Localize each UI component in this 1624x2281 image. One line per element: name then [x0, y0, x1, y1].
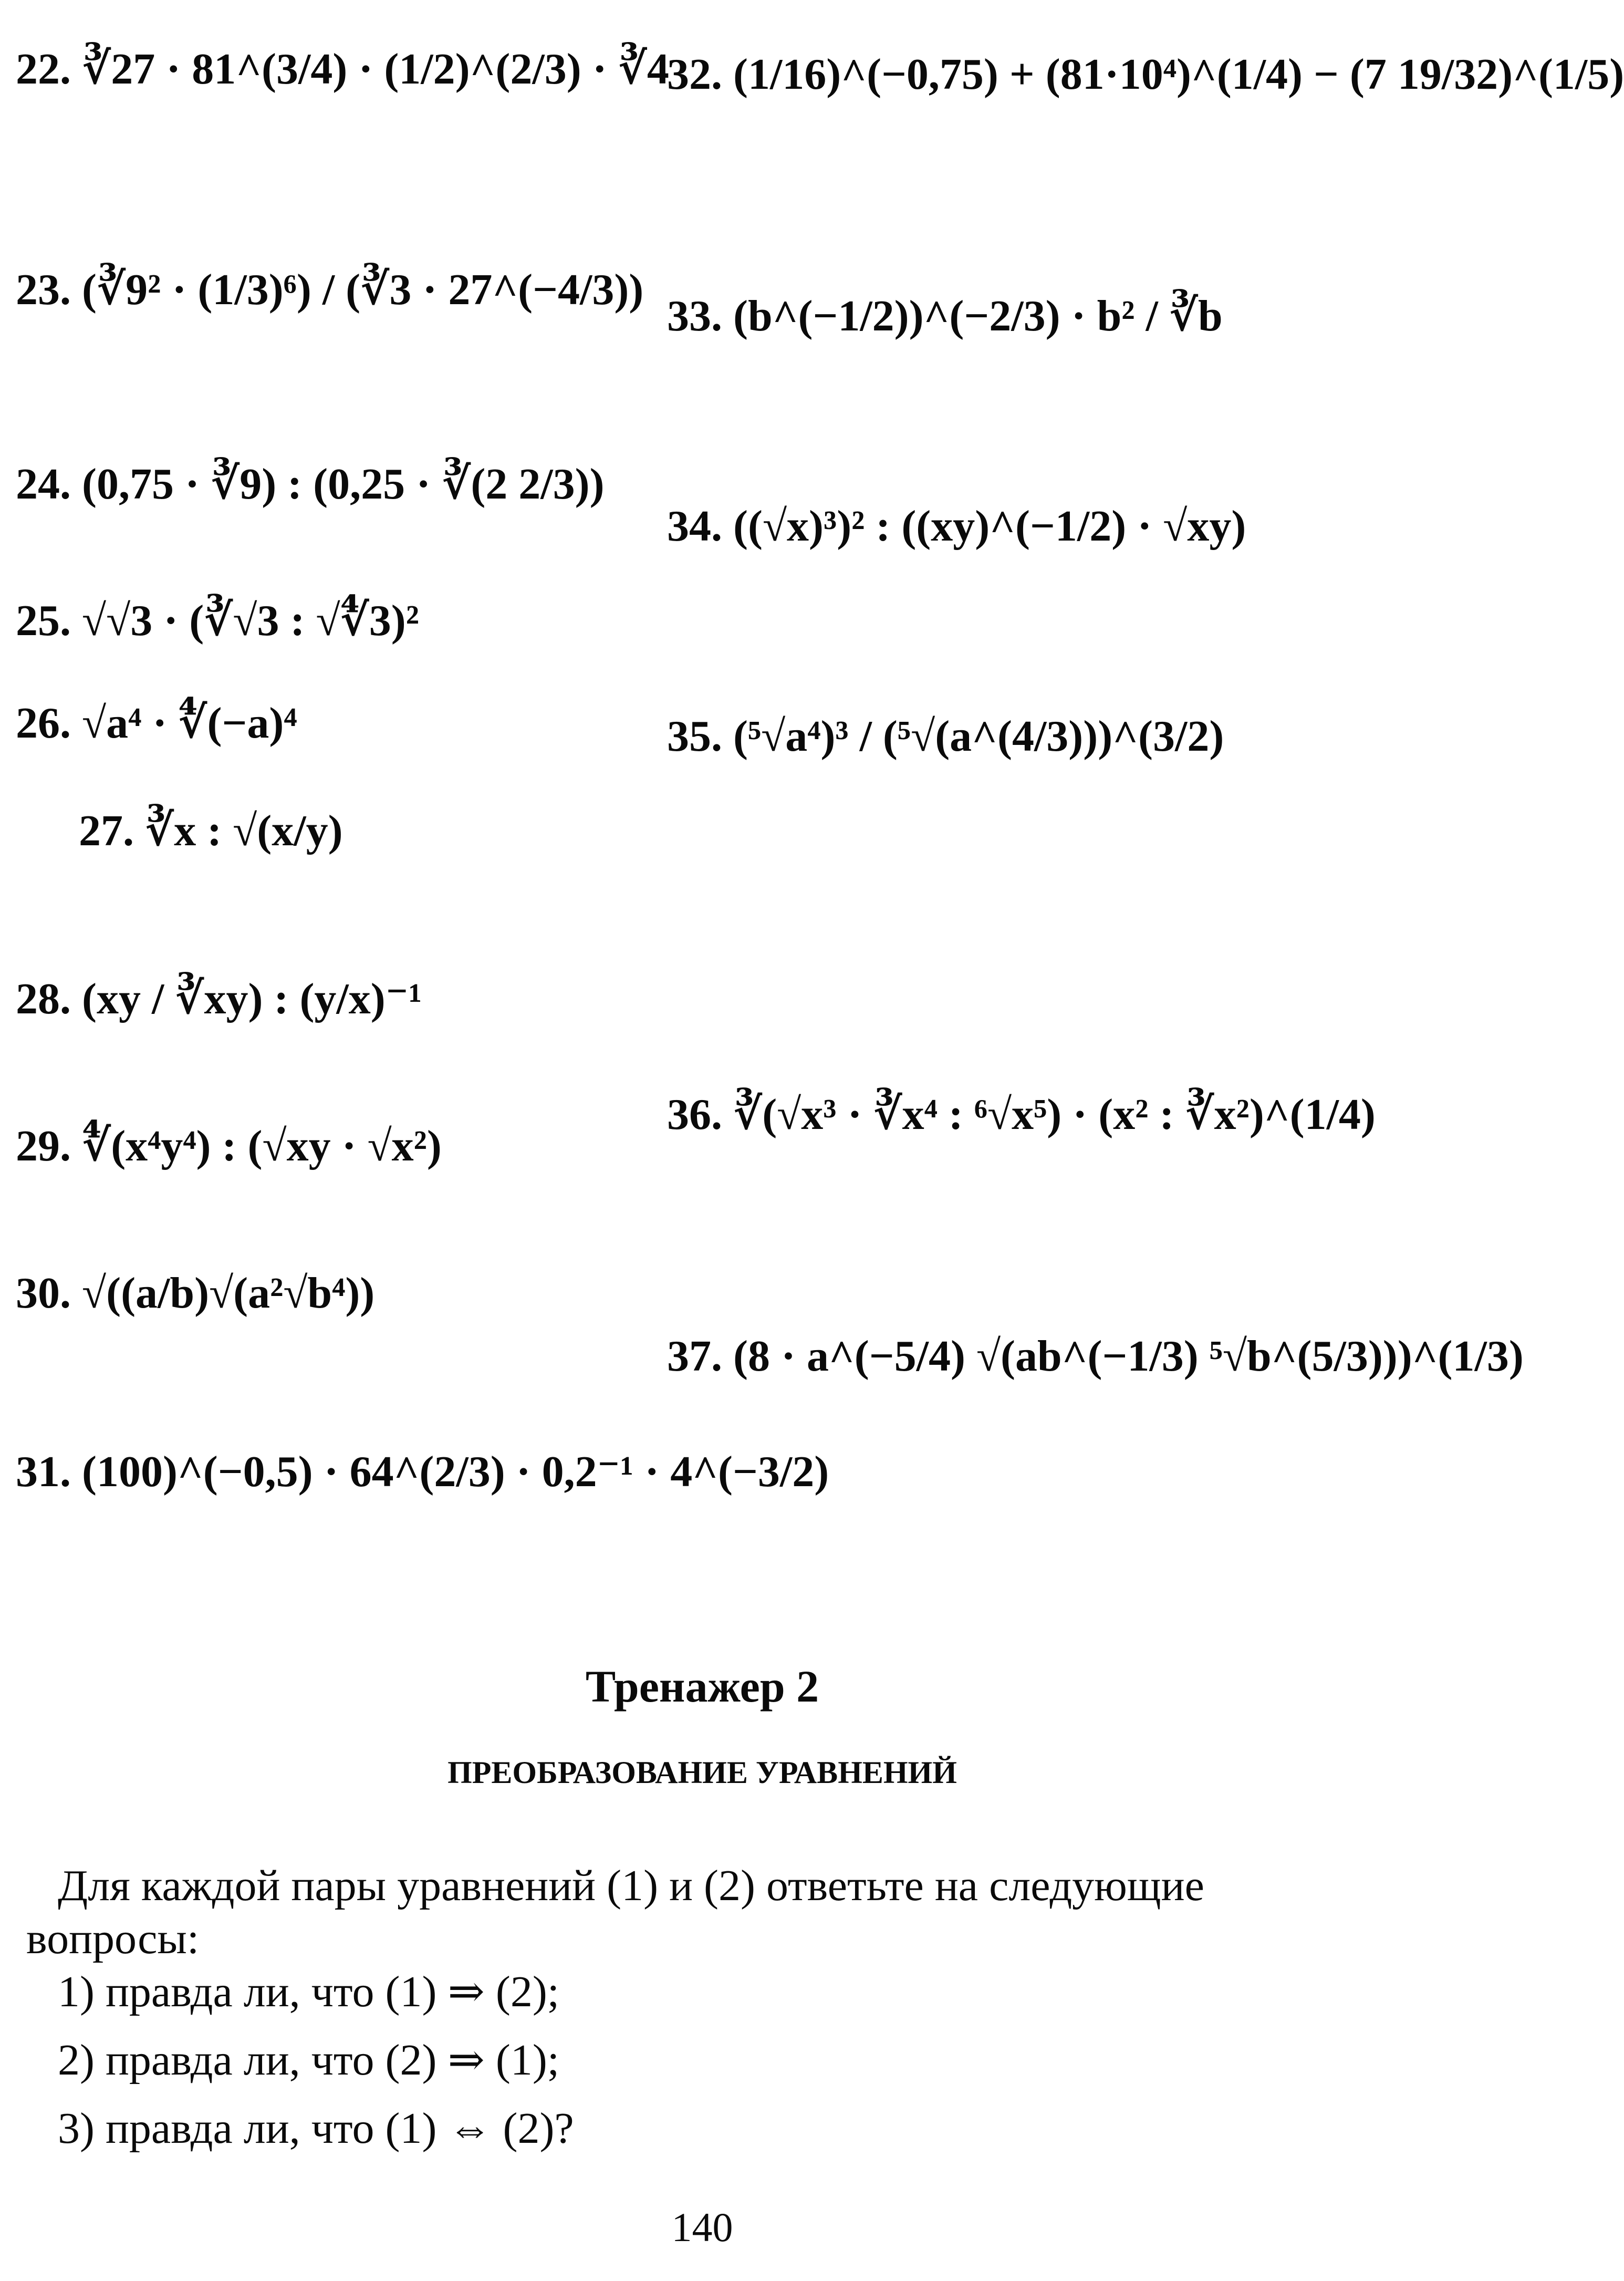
problem-25 — [16, 596, 419, 645]
problem-31 — [16, 1447, 829, 1496]
problem-number: 34. — [667, 502, 722, 551]
problem-35 — [667, 714, 1224, 759]
problem-24 — [16, 460, 605, 509]
problem-expression: (∛9² · (1/3)⁶) / (∛3 · 27^(−4/3)) — [82, 265, 644, 314]
problem-number: 22. — [16, 45, 71, 94]
problem-number: 23. — [16, 265, 71, 314]
problem-number: 37. — [667, 1332, 722, 1381]
problem-expression: √√3 · (∛√3 : √∜3)² — [82, 596, 419, 645]
problem-expression: ∛27 · 81^(3/4) · (1/2)^(2/3) · ∛4 — [82, 45, 669, 94]
problem-expression: (xy / ∛xy) : (y/x)⁻¹ — [82, 974, 422, 1023]
problem-26 — [16, 699, 297, 748]
problem-number: 31. — [16, 1447, 71, 1496]
question-2: 2) правда ли, что (2) ⇒ (1); — [58, 2036, 560, 2085]
problem-number: 30. — [16, 1269, 71, 1318]
problem-number: 27. — [79, 806, 134, 855]
problem-number: 29. — [16, 1122, 71, 1170]
problem-expression: (⁵√a⁴)³ / (⁵√(a^(4/3)))^(3/2) — [733, 712, 1224, 761]
question-1: 1) правда ли, что (1) ⇒ (2); — [58, 1967, 560, 2016]
problem-32 — [667, 50, 1624, 99]
section-title: Тренажер 2 — [585, 1661, 819, 1712]
problem-expression: ((√x)³)² : ((xy)^(−1/2) · √xy) — [733, 502, 1246, 551]
problem-number: 28. — [16, 974, 71, 1023]
problem-expression: (b^(−1/2))^(−2/3) · b² / ∛b — [733, 292, 1223, 340]
problem-23 — [16, 265, 644, 314]
problem-33 — [667, 294, 1223, 338]
problem-34 — [667, 502, 1246, 551]
problem-expression: ∜(x⁴y⁴) : (√xy · √x²) — [82, 1122, 442, 1170]
problem-expression: √a⁴ · ∜(−a)⁴ — [82, 699, 297, 748]
problem-expression: (1/16)^(−0,75) + (81·10⁴)^(1/4) − (7 19/32)^(1/5) — [733, 50, 1624, 99]
problem-number: 33. — [667, 292, 722, 340]
problem-expression: ∛x : √(x/y) — [145, 806, 343, 855]
problem-expression: (100)^(−0,5) · 64^(2/3) · 0,2⁻¹ · 4^(−3/2) — [82, 1447, 829, 1496]
problem-30 — [16, 1269, 375, 1318]
question-3: 3) правда ли, что (1) ⇔ (2)? — [58, 2104, 574, 2153]
problem-29 — [16, 1124, 442, 1168]
page-number: 140 — [671, 2204, 733, 2250]
problem-number: 24. — [16, 460, 71, 509]
section-subtitle: ПРЕОБРАЗОВАНИЕ УРАВНЕНИЙ — [447, 1755, 957, 1790]
problem-number: 25. — [16, 596, 71, 645]
problem-expression: √((a/b)√(a²√b⁴)) — [82, 1269, 375, 1318]
problem-27 — [79, 806, 343, 855]
problem-36 — [667, 1090, 1376, 1139]
problem-28 — [16, 974, 422, 1023]
problem-37 — [667, 1332, 1524, 1381]
intro-paragraph: Для каждой пары уравнений (1) и (2) ответьте на следующие вопросы: — [26, 1861, 1204, 1963]
problem-number: 35. — [667, 712, 722, 761]
problem-expression: ∛(√x³ · ∛x⁴ : ⁶√x⁵) · (x² : ∛x²)^(1/4) — [733, 1090, 1376, 1139]
problem-expression: (0,75 · ∛9) : (0,25 · ∛(2 2/3)) — [82, 460, 605, 509]
problem-number: 32. — [667, 50, 722, 99]
problem-22 — [16, 45, 669, 94]
problem-number: 36. — [667, 1090, 722, 1139]
problem-expression: (8 · a^(−5/4) √(ab^(−1/3) ⁵√b^(5/3)))^(1/3) — [733, 1332, 1524, 1381]
problem-number: 26. — [16, 699, 71, 748]
